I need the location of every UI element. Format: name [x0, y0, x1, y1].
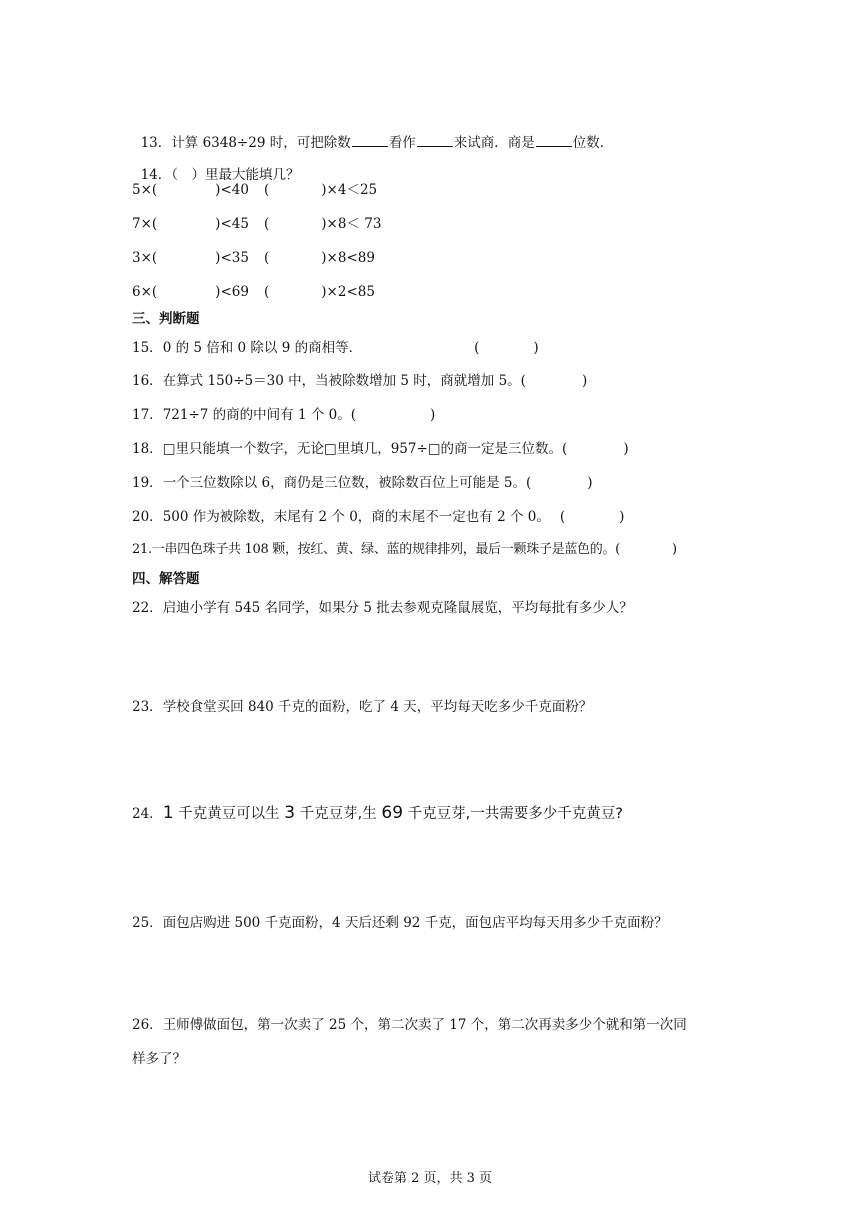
question-text: （ ）里最大能填几？: [171, 167, 300, 183]
question-20: 20．500 作为被除数，末尾有 2 个 0，商的末尾不一定也有 2 个 0。 ( ): [132, 509, 625, 525]
question-text-part: 计算 6348÷29 时，可把除数: [171, 135, 351, 151]
question-26-continued: 样多了？: [132, 1051, 186, 1067]
question-number: 13．: [140, 135, 172, 151]
inequality-right: ( )×4＜25: [264, 182, 378, 198]
question-22: 22．启迪小学有 545 名同学，如果分 5 批去参观克隆鼠展览，平均每批有多少人？: [132, 600, 633, 616]
question-24: 24．1 千克黄豆可以生 3 千克豆芽,生 69 千克豆芽,一共需要多少千克黄豆?: [132, 803, 623, 823]
answer-blank[interactable]: [352, 132, 388, 147]
answer-paren[interactable]: ( ): [615, 542, 677, 557]
question-17: 17．721÷7 的商的中间有 1 个 0。( ): [132, 407, 436, 423]
answer-blank[interactable]: [536, 132, 572, 147]
answer-paren[interactable]: ( ): [520, 373, 588, 389]
answer-paren[interactable]: ( ): [562, 441, 629, 457]
section-heading-judgement: 三、判断题: [132, 311, 200, 327]
inequality-right: ( )×2<85: [264, 284, 375, 300]
question-23: 23．学校食堂买回 840 千克的面粉，吃了 4 天，平均每天吃多少千克面粉？: [132, 699, 593, 715]
question-text-part: 看作: [388, 135, 416, 151]
inequality-left: 3×( )<35: [132, 250, 249, 266]
question-text-part: 位数．: [572, 135, 614, 151]
inequality-left: 5×( )<40: [132, 182, 249, 198]
question-16: 16．在算式 150÷5＝30 中，当被除数增加 5 时，商就增加 5。( ): [132, 373, 588, 389]
inequality-left: 6×( )<69: [132, 284, 249, 300]
page-footer: 试卷第 2 页，共 3 页: [367, 1171, 493, 1186]
answer-paren[interactable]: ( ): [559, 509, 625, 525]
question-15: 15．0 的 5 倍和 0 除以 9 的商相等． ( ): [132, 340, 539, 356]
inequality-right: ( )×8<89: [264, 250, 375, 266]
question-text-part: 来试商．商是: [453, 135, 535, 151]
question-18: 18．□里只能填一个数字，无论□里填几，957÷□的商一定是三位数。( ): [132, 441, 629, 457]
question-number: 14．: [140, 167, 172, 183]
question-25: 25．面包店购进 500 千克面粉，4 天后还剩 92 千克，面包店平均每天用多少千克面粉？: [132, 915, 668, 931]
question-13: [132, 114, 613, 152]
question-26: 26．王师傅做面包，第一次卖了 25 个，第二次卖了 17 个，第二次再卖多少个就和第一次同: [132, 1017, 687, 1033]
answer-paren[interactable]: ( ): [525, 475, 593, 491]
question-14: [132, 148, 300, 184]
inequality-right: ( )×8＜ 73: [264, 216, 382, 232]
section-heading-solve: 四、解答题: [132, 571, 200, 587]
answer-paren[interactable]: ( ): [350, 407, 436, 423]
answer-paren[interactable]: ( ): [474, 340, 539, 356]
question-21: 21.一串四色珠子共 108 颗，按红、黄、绿、蓝的规律排列，最后一颗珠子是蓝色的。( ): [132, 542, 677, 557]
question-19: 19．一个三位数除以 6，商仍是三位数，被除数百位上可能是 5。( ): [132, 475, 593, 491]
answer-blank[interactable]: [417, 132, 453, 147]
inequality-left: 7×( )<45: [132, 216, 249, 232]
